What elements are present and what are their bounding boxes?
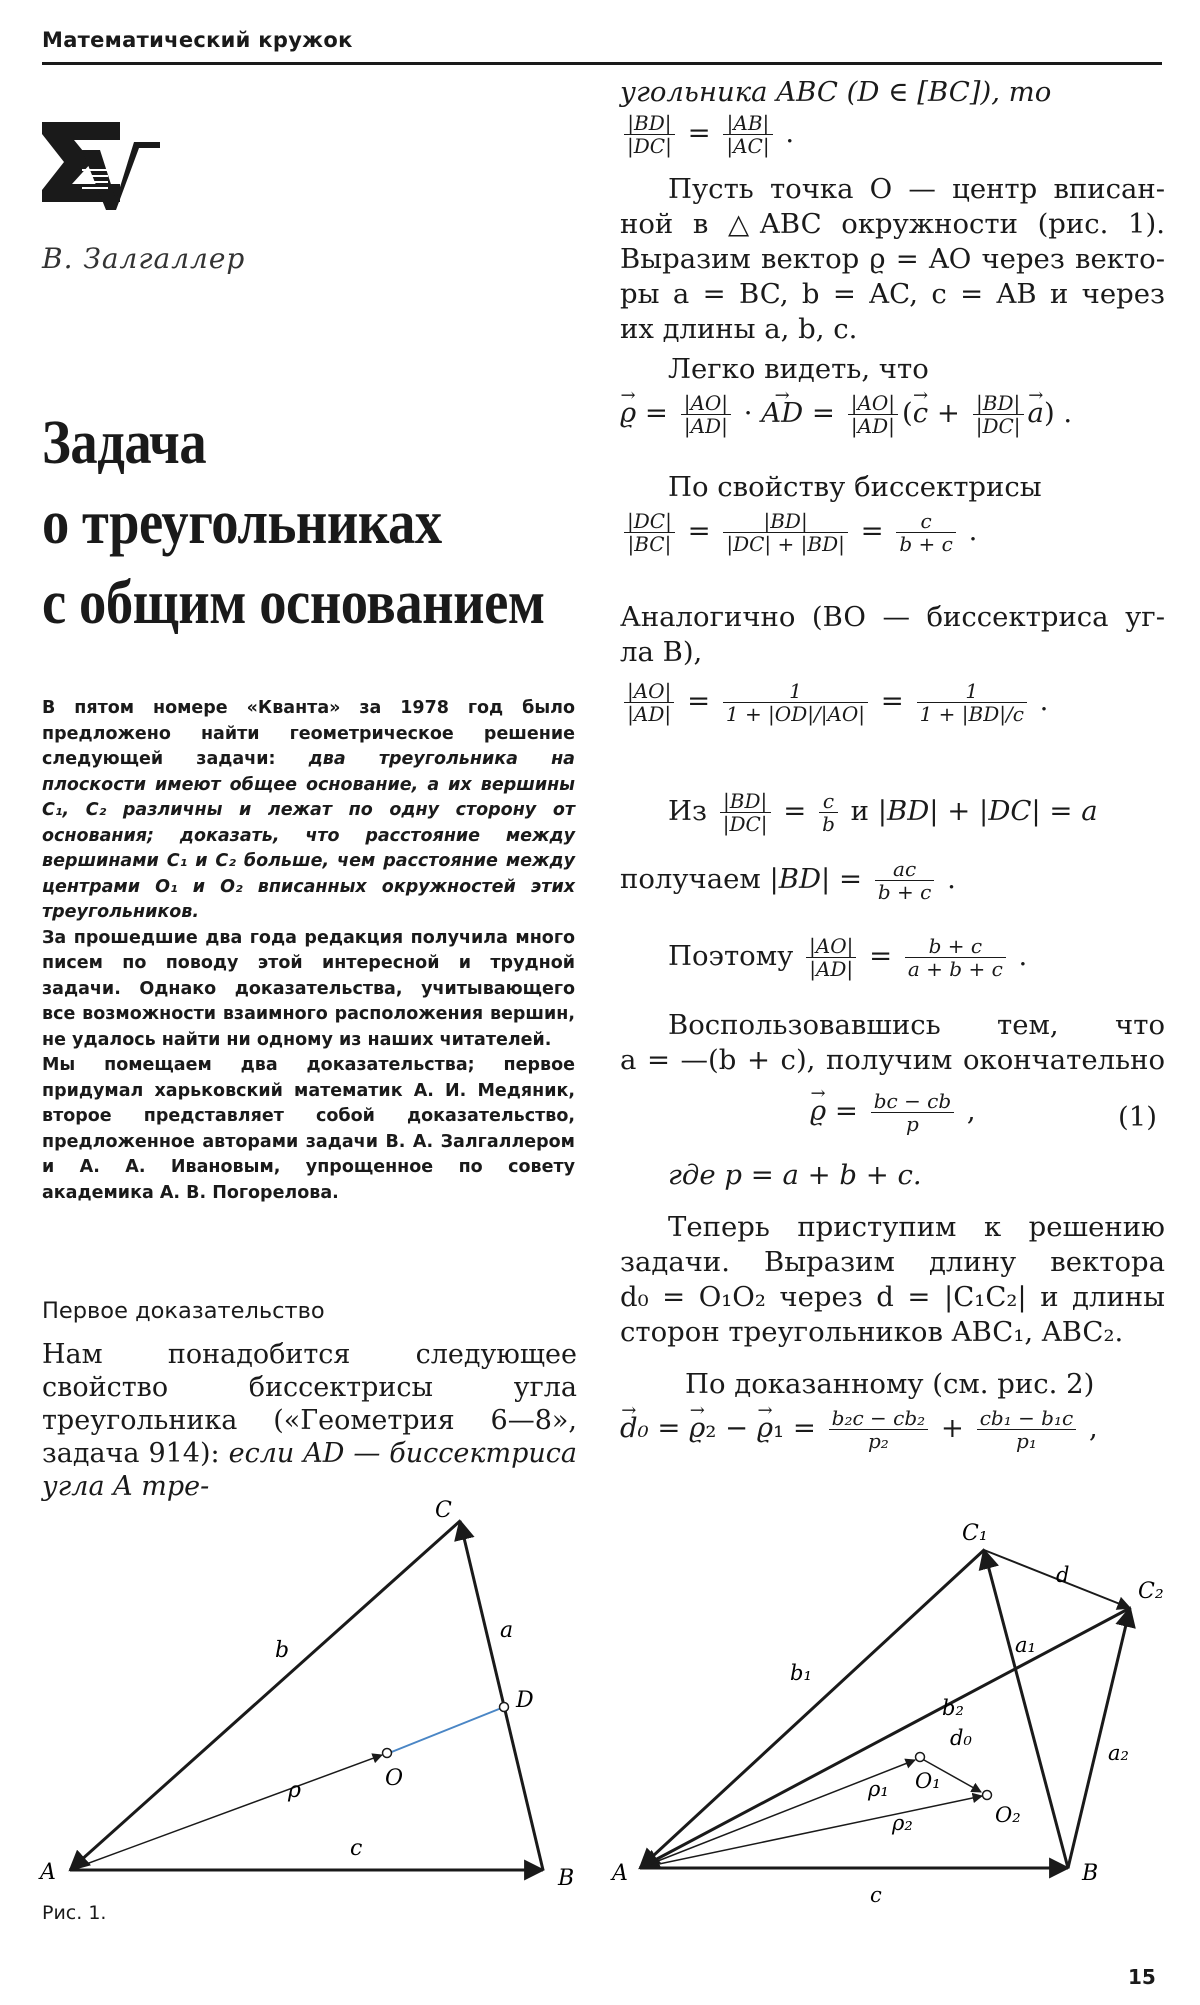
fig1-vector-b — [70, 1521, 460, 1870]
fig2-label-b-vertex: B — [1082, 1861, 1099, 1886]
intro-p1-start: В пятом номере «Кванта» за 1978 год было предложено найти геометрическое решение следующей задачи: — [42, 698, 575, 769]
article-title-line-3: с общим основанием — [42, 569, 545, 637]
fig2-label-c2: C₂ — [1138, 1579, 1164, 1604]
equation-number: (1) — [1118, 1101, 1157, 1133]
fig2-label-c1: C₁ — [962, 1521, 988, 1546]
intro-text — [42, 696, 575, 1206]
fig1-label-o: O — [385, 1766, 404, 1791]
right-continuation: угольника ABC (D ∈ [BC]), то — [620, 76, 1052, 108]
fig2-label-d0: d₀ — [950, 1726, 972, 1750]
similarly-line-2: ла B), — [620, 636, 703, 668]
sigma-v-logo-icon — [42, 122, 167, 212]
p-vec-line-2: ры a = BC, b = AC, c = AB и через — [620, 278, 1165, 310]
get-formula: получаем |BD| = $\frac{ac}{b + c}$ . — [620, 857, 956, 904]
intro-problem-statement: два треугольника на плоскости имеют общее основание, а их вершины C₁, C₂ различны и лежат по одну сторону от основания; доказать, что расстояние между вершинами C₁ и C₂ больше, чем расстояние между центрами O₁ и O₂ вписанных окружностей этих треугольников. — [42, 749, 575, 922]
fig2-label-a-vertex: A — [612, 1861, 628, 1886]
fig1-point-o — [383, 1749, 392, 1758]
fig1-label-a-vec: a — [500, 1618, 514, 1643]
fig2-point-o1 — [916, 1753, 925, 1762]
where-p: где p = a + b + c. — [668, 1159, 922, 1191]
p-vec-line-3: их длины a, b, c. — [620, 313, 858, 345]
fig1-label-a-vertex: A — [40, 1860, 56, 1885]
bisector-property: По свойству биссектрисы — [668, 471, 1042, 503]
fig1-point-d — [500, 1703, 509, 1712]
bisector-ratio-formula: $\frac{|BD|}{|DC|}$ = $\frac{|AB|}{|AC|}$ . — [620, 112, 794, 157]
fig2-label-rho2: ρ₂ — [892, 1811, 913, 1835]
now-line-2: задачи. Выразим длину вектора — [620, 1246, 1165, 1278]
now-line-1: Теперь приступим к решению — [668, 1211, 1165, 1243]
using-line-1: Воспользовавшись тем, что — [668, 1009, 1165, 1041]
p-vec-line-1: Выразим вектор ϱ = AO через векто- — [620, 243, 1165, 275]
fig2-label-o1: O₁ — [915, 1769, 941, 1793]
p-center-line-1: Пусть точка O — центр вписан- — [668, 173, 1165, 205]
fig1-label-b-vertex: B — [558, 1866, 575, 1891]
fig2-label-rho1: ρ₁ — [868, 1777, 889, 1801]
fig1-label-c-vec: c — [350, 1836, 363, 1861]
section-body-start: Нам понадобится следующее свойство биссектрисы угла треугольника («Геометрия 6—8», задача 914): — [42, 1339, 577, 1469]
rho-formula: → ϱ = $\frac{|AO|}{|AD|}$ · → AD = $\frac{|AO|}{|AD|}$ (→ c + $\frac{|BD|}{|DC|}$ → a) . — [620, 392, 1072, 437]
figure-2 — [610, 1520, 1170, 1920]
fig1-label-b-vec: b — [275, 1638, 290, 1663]
fig1-segment-od — [389, 1707, 504, 1753]
ao-ad-formula: $\frac{|AO|}{|AD|}$ = $\frac{1}{1 + |OD|/|AO|}$ = $\frac{1}{1 + |BD|/c}$ . — [620, 680, 1048, 725]
d0-formula: → d₀ = → ϱ₂ − → ϱ₁ = $\frac{\text{b₂c − cb₂}}{\text{p₂}}$ + $\frac{\text{cb₁ − b₁c}}{\text{p₁}}$ , — [620, 1407, 1098, 1452]
formula-1: → ϱ = $\frac{bc - cb}{p}$ , — [810, 1090, 976, 1135]
from-formula: Из $\frac{|BD|}{|DC|}$ = $\frac{c}{b}$ и |BD| + |DC| = a — [668, 789, 1098, 836]
article-title-line-2: о треугольниках — [42, 489, 442, 557]
fig1-label-c-vertex: C — [435, 1498, 452, 1523]
fig2-label-a2: a₂ — [1108, 1741, 1129, 1765]
fig1-label-d: D — [516, 1688, 534, 1713]
section-title: Первое доказательство — [42, 1298, 325, 1324]
figure-1 — [30, 1495, 610, 1895]
p-center-line-2: ной в △ABC окружности (рис. 1). — [620, 208, 1165, 240]
now-line-3: d₀ = O₁O₂ через d = |C₁C₂| и длины — [620, 1281, 1165, 1313]
header-rule — [42, 62, 1162, 65]
author-name: В. Залгаллер — [42, 242, 246, 275]
dc-bc-formula: $\frac{|DC|}{|BC|}$ = $\frac{|BD|}{|DC| + |BD|}$ = $\frac{c}{b + c}$ . — [620, 510, 977, 555]
proved-line: По доказанному (см. рис. 2) — [685, 1368, 1095, 1400]
page-number: 15 — [1128, 1965, 1156, 1989]
article-title-line-1: Задача — [42, 409, 207, 477]
fig1-label-rho: ρ — [288, 1778, 301, 1803]
fig2-vector-a2 — [1068, 1608, 1130, 1868]
section-body — [42, 1338, 577, 1503]
fig2-label-c: c — [870, 1883, 882, 1907]
fig1-vector-rho — [70, 1755, 382, 1870]
using-line-2: a = —(b + c), получим окончательно — [620, 1044, 1165, 1076]
intro-p3: Мы помещаем два доказательства; первое придумал харьковский математик А. И. Медяник, второе представляет собой доказательство, предложенное авторами задачи В. А. Залгаллером и А. А. Ивановым, упрощенное по совету академика А. В. Погорелова. — [42, 1055, 575, 1203]
fig2-label-d: d — [1056, 1563, 1070, 1587]
fig2-label-a1: a₁ — [1015, 1633, 1036, 1657]
similarly-line-1: Аналогично (BO — биссектриса уг- — [620, 601, 1165, 633]
therefore-formula: Поэтому $\frac{|AO|}{|AD|}$ = $\frac{b + c}{a + b + c}$ . — [668, 934, 1028, 981]
fig2-vector-rho2 — [640, 1796, 982, 1868]
fig2-point-o2 — [983, 1791, 992, 1800]
running-header: Математический кружок — [42, 28, 353, 52]
figure-1-caption: Рис. 1. — [42, 1902, 107, 1924]
intro-p2: За прошедшие два года редакция получила много писем по поводу этой интересной и трудной задачи. Однако доказательства, учитывающего все возможности взаимного расположения вершин, не удалось найти ни одному из наших читателей. — [42, 927, 575, 1050]
fig2-vector-b1 — [640, 1550, 984, 1868]
section-body-italic: если AD — биссектриса угла A тре- — [42, 1438, 577, 1502]
easy-to-see: Легко видеть, что — [668, 353, 929, 385]
fig2-label-o2: O₂ — [995, 1803, 1021, 1827]
fig2-label-b1: b₁ — [790, 1661, 812, 1685]
fig2-label-b2: b₂ — [942, 1696, 964, 1720]
now-line-4: сторон треугольников ABC₁, ABC₂. — [620, 1316, 1124, 1348]
